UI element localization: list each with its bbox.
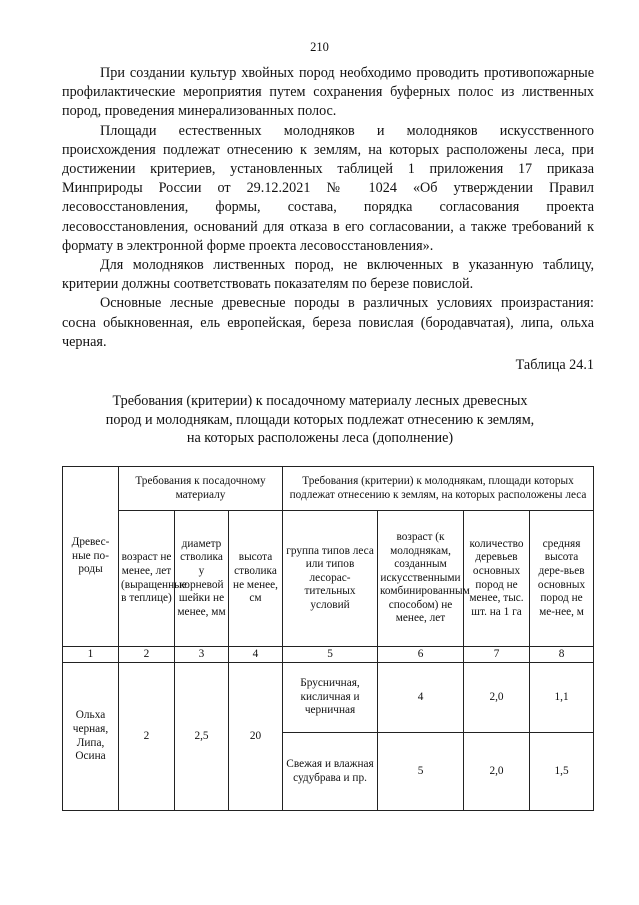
species-cell: Ольха черная, Липа, Осина bbox=[63, 663, 119, 811]
table-cell: 4 bbox=[378, 663, 464, 733]
header-cell: высота стволика не менее, см bbox=[229, 511, 283, 647]
header-cell: возраст не менее, лет (выращенные в теплице) bbox=[119, 511, 175, 647]
table-cell: 1,5 bbox=[530, 733, 594, 811]
table-label: Таблица 24.1 bbox=[515, 357, 594, 373]
page-number: 210 bbox=[310, 40, 329, 54]
body-text bbox=[62, 64, 594, 352]
header-cell: группа типов леса или типов лесорас-тительных условий bbox=[283, 511, 378, 647]
header-young-stands: Требования (критерии) к молоднякам, площади которых подлежат отнесению к землям, на которых расположены леса bbox=[283, 467, 594, 511]
table-cell: Свежая и влажная судубрава и пр. bbox=[283, 733, 378, 811]
column-number: 7 bbox=[464, 647, 530, 663]
table-cell: 2,0 bbox=[464, 663, 530, 733]
header-cell: количество деревьев основных пород не менее, тыс. шт. на 1 га bbox=[464, 511, 530, 647]
column-number: 5 bbox=[283, 647, 378, 663]
header-species: Древес-ные по-роды bbox=[63, 467, 119, 647]
header-planting-material: Требования к посадочному материалу bbox=[119, 467, 283, 511]
paragraph: Для молодняков лиственных пород, не включенных в указанную таблицу, критерии должны соответствовать показателям по березе повислой. bbox=[62, 257, 594, 293]
column-number: 6 bbox=[378, 647, 464, 663]
column-number: 4 bbox=[229, 647, 283, 663]
header-cell: возраст (к молоднякам, созданным искусственными комбинированным способом) не менее, лет bbox=[378, 511, 464, 647]
header-cell: средняя высота дере-вьев основных пород не ме-нее, м bbox=[530, 511, 594, 647]
table-cell: 20 bbox=[229, 663, 283, 811]
paragraph: Площади естественных молодняков и молодняков искусственного происхождения подлежат отнесению к землям, на которых расположены леса, при достижении критериев, установленных таблицей 1 приложения 17 приказа Минприроды России от 29.12.2021 № 1024 «Об утверждении Правил лесовосстановления, формы, состава, порядка согласования проекта лесовосстановления, оснований для отказа в его согласовании, а также требований к формату в электронной форме проекта лесовосстановления». bbox=[62, 122, 594, 254]
paragraph: При создании культур хвойных пород необходимо проводить противопожарные профилактические мероприятия путем сохранения буферных полос из лиственных пород, проведения минерализованных полос. bbox=[62, 65, 594, 120]
requirements-table bbox=[62, 466, 594, 811]
table-cell: 1,1 bbox=[530, 663, 594, 733]
table-cell: 2,0 bbox=[464, 733, 530, 811]
header-cell: диаметр стволика у корневой шейки не менее, мм bbox=[175, 511, 229, 647]
table-cell: 2,5 bbox=[175, 663, 229, 811]
column-number: 1 bbox=[63, 647, 119, 663]
table-cell: 5 bbox=[378, 733, 464, 811]
column-number: 3 bbox=[175, 647, 229, 663]
paragraph: Основные лесные древесные породы в различных условиях произрастания: сосна обыкновенная, ель европейская, береза повислая (бородавчатая), липа, ольха черная. bbox=[62, 295, 594, 350]
column-number: 2 bbox=[119, 647, 175, 663]
table-cell: 2 bbox=[119, 663, 175, 811]
table-title: Требования (критерии) к посадочному материалу лесных древесных пород и молоднякам, площади которых подлежат отнесению к землям, на которых расположены леса (дополнение) bbox=[105, 393, 535, 446]
column-number: 8 bbox=[530, 647, 594, 663]
table-cell: Брусничная, кисличная и черничная bbox=[283, 663, 378, 733]
